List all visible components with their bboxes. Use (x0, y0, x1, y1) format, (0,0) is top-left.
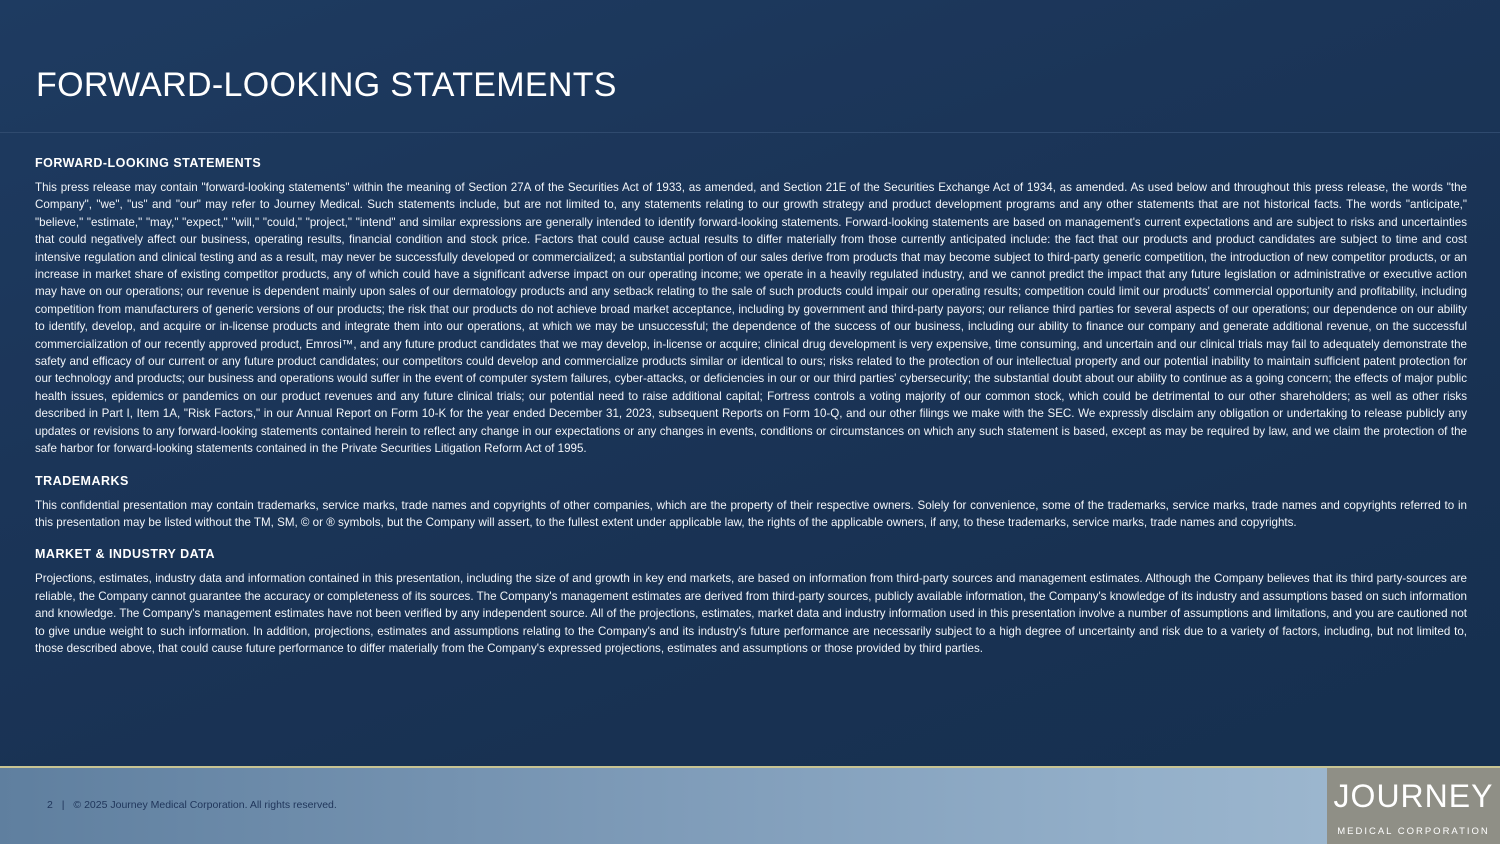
section-heading-trademarks: TRADEMARKS (35, 473, 129, 488)
company-logo (1327, 768, 1500, 844)
page-number: 2 (47, 799, 53, 811)
footer-separator: | (61, 799, 65, 811)
section-body-forward-looking: This press release may contain "forward-looking statements" within the meaning of Section 27A of the Securities Act of 1933, as amended, and Section 21E of the Securities Exchange Act of 1934, as amended. As used below and throughout this press release, the words "the Company", "we", "us" and "our" may refer to Journey Medical. Such statements include, but are not limited to, any statements relating to our growth strategy and product development programs and any other statements that are not historical facts. The words "anticipate," "believe," "estimate," "may," "expect," "will," "could," "project," "intend" and similar expressions are generally intended to identify forward-looking statements. Forward-looking statements are based on management's current expectations and are subject to risks and uncertainties that could negatively affect our business, operating results, financial condition and stock price. Factors that could cause actual results to differ materially from those currently anticipated include: the fact that our products and product candidates are subject to time and cost intensive regulation and clinical testing and as a result, may never be successfully developed or commercialized; a substantial portion of our sales derive from products that may become subject to third-party generic competition, the introduction of new competitor products, or an increase in market share of existing competitor products, any of which could have a significant adverse impact on our operating income; we operate in a heavily regulated industry, and we cannot predict the impact that any future legislation or administrative or executive action may have on our operations; our revenue is dependent mainly upon sales of our dermatology products and any setback relating to the sale of such products could impair our operating results; competition could limit our products' commercial opportunity and profitability, including competition from manufacturers of generic versions of our products; the risk that our products do not achieve broad market acceptance, including by government and third-party payors; our reliance third parties for several aspects of our operations; our dependence on our ability to identify, develop, and acquire or in-license products and integrate them into our operations, at which we may be unsuccessful; the dependence of the success of our business, including our ability to finance our company and generate additional revenue, on the successful commercialization of our recently approved product, Emrosi™, and any future product candidates that we may develop, in-license or acquire; clinical drug development is very expensive, time consuming, and uncertain and our clinical trials may fail to adequately demonstrate the safety and efficacy of our current or any future product candidates; our competitors could develop and commercialize products similar or identical to ours; risks related to the protection of our intellectual property and our potential inability to maintain sufficient patent protection for our technology and products; our business and operations would suffer in the event of computer system failures, cyber-attacks, or deficiencies in our or our third parties' cybersecurity; the substantial doubt about our ability to continue as a going concern; the effects of major public health issues, epidemics or pandemics on our product revenues and any future clinical trials; our potential need to raise additional capital; Fortress controls a voting majority of our common stock, which could be detrimental to our other shareholders; as well as other risks described in Part I, Item 1A, "Risk Factors," in our Annual Report on Form 10-K for the year ended December 31, 2023, subsequent Reports on Form 10-Q, and our other filings we make with the SEC. We expressly disclaim any obligation or undertaking to release publicly any updates or revisions to any forward-looking statements contained herein to reflect any change in our expectations or any changes in events, conditions or circumstances on which any such statement is based, except as may be required by law, and we claim the protection of the safe harbor for forward-looking statements contained in the Private Securities Litigation Reform Act of 1995. (35, 181, 1467, 456)
title-divider (0, 132, 1500, 133)
logo-wordmark: JOURNEY (1333, 778, 1494, 814)
footer-text (47, 799, 343, 811)
page-title: FORWARD-LOOKING STATEMENTS (36, 66, 617, 104)
footer-divider (0, 766, 1500, 768)
section-body-market-data: Projections, estimates, industry data and information contained in this presentation, including the size of and growth in key end markets, are based on information from third-party sources and management estimates. Although the Company believes that its third party-sources are reliable, the Company cannot guarantee the accuracy or completeness of its sources. The Company's management estimates are derived from third-party sources, publicly available information, the Company's knowledge of its industry and assumptions based on such information and knowledge. The Company's management estimates have not been verified by any independent source. All of the projections, estimates, market data and industry information used in this presentation involve a number of assumptions and limitations, and you are cautioned not to give undue weight to such information. In addition, projections, estimates and assumptions relating to the Company's and its industry's future performance are necessarily subject to a high degree of uncertainty and risk due to a variety of factors, including, but not limited to, those described above, that could cause future performance to differ materially from the Company's expressed projections, estimates and assumptions or those provided by third parties. (35, 572, 1467, 655)
copyright-text: © 2025 Journey Medical Corporation. All rights reserved. (73, 799, 337, 811)
section-body-trademarks: This confidential presentation may contain trademarks, service marks, trade names and copyrights of other companies, which are the property of their respective owners. Solely for convenience, some of the trademarks, service marks, trade names and copyrights referred to in this presentation may be listed without the TM, SM, © or ® symbols, but the Company will assert, to the fullest extent under applicable law, the rights of the applicable owners, if any, to these trademarks, service marks, trade names and copyrights. (35, 498, 1467, 529)
section-heading-forward-looking: FORWARD-LOOKING STATEMENTS (35, 156, 262, 170)
section-heading-market-data: MARKET & INDUSTRY DATA (35, 547, 215, 562)
logo-tagline: MEDICAL CORPORATION (1337, 826, 1490, 837)
content-area (35, 156, 1467, 673)
